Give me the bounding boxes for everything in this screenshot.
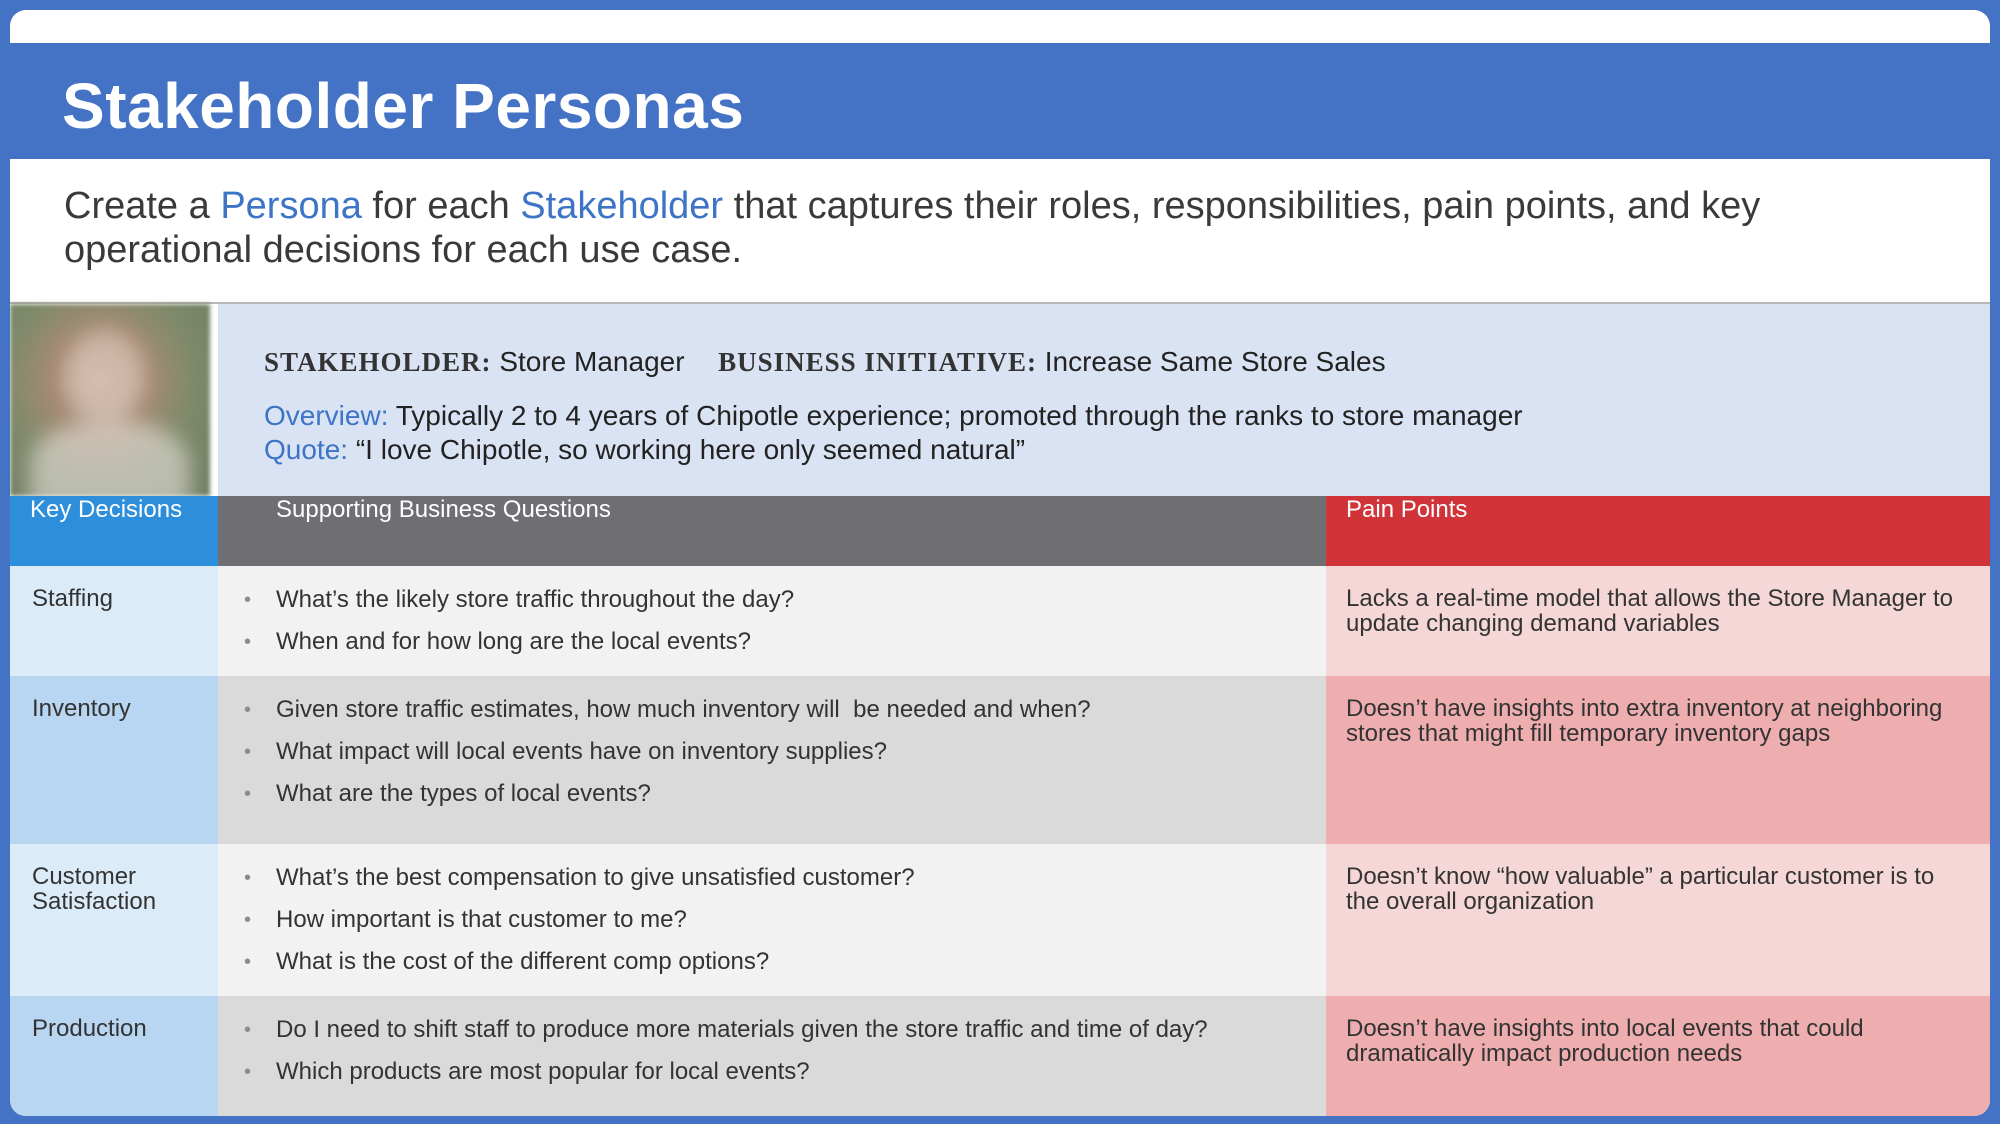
question-item <box>218 1058 1326 1086</box>
question-item <box>218 906 1326 934</box>
question-item <box>218 628 1326 656</box>
intro-stakeholder-highlight: Stakeholder <box>520 185 724 227</box>
table-row-inventory <box>10 676 1990 844</box>
stakeholder-label: STAKEHOLDER: <box>264 347 492 377</box>
persona-panel <box>218 304 1990 496</box>
decision-cell: Staffing <box>10 566 218 676</box>
question-list <box>218 1016 1326 1086</box>
pain-point-cell: Doesn’t have insights into extra inventory at neighboring stores that might fill temporary inventory gaps <box>1326 676 1990 844</box>
header-key-decisions: Key Decisions <box>10 496 218 566</box>
bullet-icon: • <box>244 951 252 973</box>
question-text: Do I need to shift staff to produce more materials given the store traffic and time of day? <box>276 1016 1208 1043</box>
question-text: What’s the best compensation to give unsatisfied customer? <box>276 864 915 891</box>
bullet-icon: • <box>244 699 252 721</box>
decision-cell: Inventory <box>10 676 218 844</box>
bullet-icon: • <box>244 867 252 889</box>
question-text: What is the cost of the different comp options? <box>276 948 770 975</box>
stakeholder-value: Store Manager <box>499 346 685 377</box>
question-item <box>218 780 1326 808</box>
intro-part2: for each <box>361 185 521 227</box>
question-item <box>218 738 1326 766</box>
question-text: Which products are most popular for local events? <box>276 1058 810 1085</box>
persona-photo <box>10 304 210 496</box>
overview-line <box>264 400 1523 432</box>
title-bar <box>10 43 1990 159</box>
header-pain-points: Pain Points <box>1326 496 1990 566</box>
quote-value: “I love Chipotle, so working here only seemed natural” <box>355 434 1026 465</box>
intro-part3: that captures their roles, responsibilities, pain points, and key operational decisions for each use case. <box>64 185 1761 271</box>
decision-cell: Customer Satisfaction <box>10 844 218 996</box>
table-row-staffing <box>10 566 1990 676</box>
table-row-customer-satisfaction <box>10 844 1990 996</box>
bullet-icon: • <box>244 1061 252 1083</box>
initiative-value: Increase Same Store Sales <box>1044 346 1386 377</box>
bullet-icon: • <box>244 741 252 763</box>
question-text: What impact will local events have on inventory supplies? <box>276 738 887 765</box>
question-text: How important is that customer to me? <box>276 906 687 933</box>
questions-cell <box>218 844 1326 996</box>
question-item <box>218 948 1326 976</box>
question-list <box>218 696 1326 808</box>
overview-label: Overview: <box>264 400 389 431</box>
question-text: What are the types of local events? <box>276 780 651 807</box>
question-text: When and for how long are the local events? <box>276 628 751 655</box>
page-title: Stakeholder Personas <box>62 70 745 142</box>
bullet-icon: • <box>244 909 252 931</box>
question-list <box>218 864 1326 976</box>
questions-cell <box>218 996 1326 1116</box>
persona-header-line <box>264 346 1386 378</box>
quote-line <box>264 434 1025 466</box>
slide-card <box>10 10 1990 1116</box>
bullet-icon: • <box>244 1019 252 1041</box>
question-item <box>218 586 1326 614</box>
intro-text <box>64 184 1944 272</box>
pain-point-cell: Lacks a real-time model that allows the Store Manager to update changing demand variables <box>1326 566 1990 676</box>
intro-part1: Create a <box>64 185 221 227</box>
overview-value: Typically 2 to 4 years of Chipotle experience; promoted through the ranks to store manager <box>395 400 1523 431</box>
header-supporting-questions: Supporting Business Questions <box>218 496 1326 566</box>
initiative-label: BUSINESS INITIATIVE: <box>718 347 1037 377</box>
persona-photo-face <box>65 329 145 424</box>
table-row-production <box>10 996 1990 1116</box>
question-item <box>218 1016 1326 1044</box>
questions-cell <box>218 566 1326 676</box>
question-text: Given store traffic estimates, how much inventory will be needed and when? <box>276 696 1091 723</box>
quote-label: Quote: <box>264 434 349 465</box>
question-text: What’s the likely store traffic throughout the day? <box>276 586 795 613</box>
table-header-row <box>10 496 1990 566</box>
question-list <box>218 586 1326 656</box>
intro-persona-highlight: Persona <box>220 185 362 227</box>
bullet-icon: • <box>244 589 252 611</box>
pain-point-cell: Doesn’t know “how valuable” a particular customer is to the overall organization <box>1326 844 1990 996</box>
question-item <box>218 696 1326 724</box>
questions-cell <box>218 676 1326 844</box>
pain-point-cell: Doesn’t have insights into local events that could dramatically impact production needs <box>1326 996 1990 1116</box>
question-item <box>218 864 1326 892</box>
decision-cell: Production <box>10 996 218 1116</box>
bullet-icon: • <box>244 783 252 805</box>
persona-table <box>10 496 1990 1116</box>
bullet-icon: • <box>244 631 252 653</box>
